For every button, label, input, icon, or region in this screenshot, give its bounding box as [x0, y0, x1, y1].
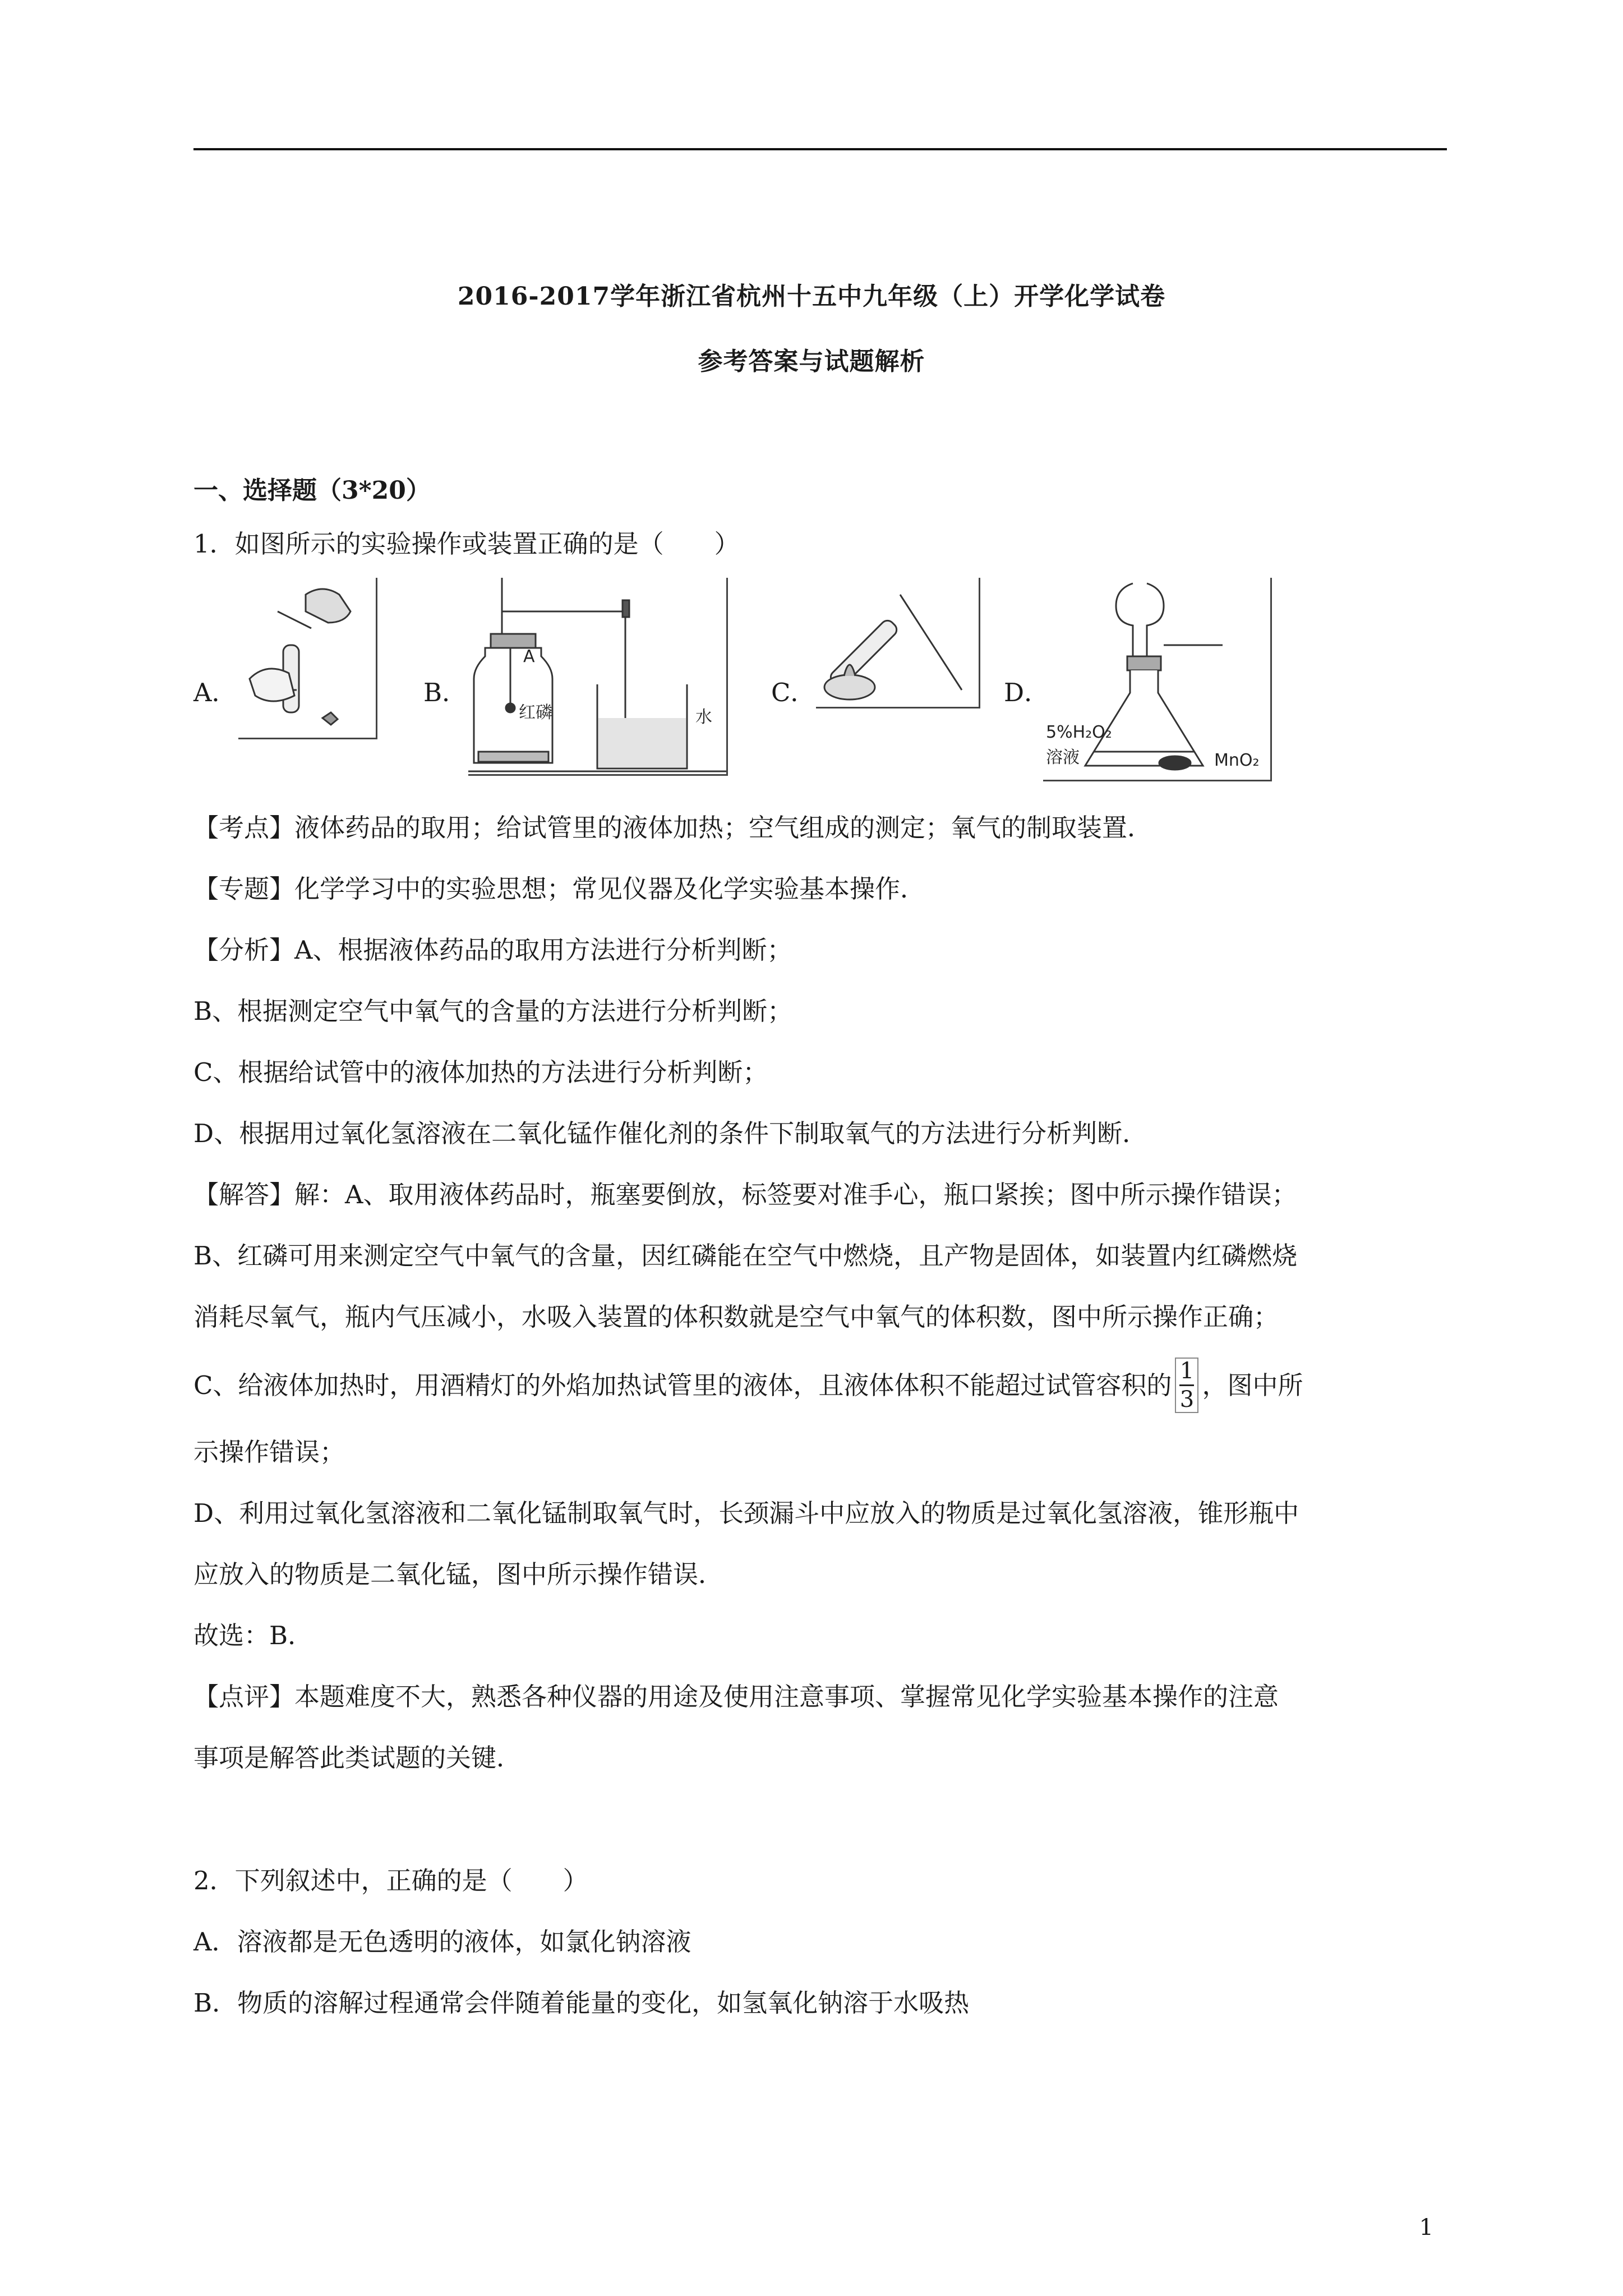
q1-jieda-2: 消耗尽氧气，瓶内气压减小，水吸入装置的体积数就是空气中氧气的体积数，图中所示操作正确；: [193, 1302, 1279, 1332]
q2-stem: 2．下列叙述中，正确的是（ ）: [193, 1866, 588, 1895]
q1-jieda-c-post: ，图中所: [1202, 1370, 1303, 1400]
q1-option-b-label: B．: [423, 678, 468, 707]
q1-jieda-0: 【解答】解：A、取用液体药品时，瓶塞要倒放，标签要对准手心，瓶口紧挨；图中所示操作错误；: [193, 1180, 1297, 1209]
q1-dianping-0: 【点评】本题难度不大，熟悉各种仪器的用途及使用注意事项、掌握常见化学实验基本操作的注意: [193, 1682, 1279, 1711]
fraction-one-third: [1175, 1358, 1198, 1413]
q2-option-a: A．溶液都是无色透明的液体，如氯化钠溶液: [193, 1927, 691, 1957]
figure-d-drawing: [1043, 578, 1270, 780]
q1-option-c-label: C．: [771, 678, 816, 707]
q1-fenxi-2: C、根据给试管中的液体加热的方法进行分析判断；: [193, 1057, 768, 1087]
figure-a-liquid-pouring: [238, 578, 377, 739]
q1-option-a-label: A．: [193, 678, 237, 707]
figure-c-heating-tube: [816, 578, 980, 708]
figure-d-h2o2-apparatus: [1043, 578, 1272, 781]
q1-fenxi-3: D、根据用过氧化氢溶液在二氧化锰作催化剂的条件下制取氧气的方法进行分析判断．: [193, 1119, 1148, 1148]
q2-option-b: B．物质的溶解过程通常会伴随着能量的变化，如氢氧化钠溶于水吸热: [193, 1988, 970, 2018]
fraction-bar: [1179, 1384, 1194, 1386]
fraction-numerator: 1: [1179, 1358, 1195, 1384]
figure-b-label-a: A: [523, 647, 535, 666]
figure-a-drawing: [238, 578, 376, 738]
q1-jieda-c-pre: C、给液体加热时，用酒精灯的外焰加热试管里的液体，且液体体积不能超过试管容积的: [193, 1370, 1172, 1400]
figure-b-phosphorus-apparatus: [468, 578, 728, 776]
page-number: 1: [1419, 2215, 1433, 2240]
figure-b-label-water: 水: [695, 707, 712, 727]
q1-stem: 1．如图所示的实验操作或装置正确的是（ ）: [193, 529, 740, 559]
q1-jieda-rest-2: 应放入的物质是二氧化锰，图中所示操作错误．: [193, 1559, 724, 1589]
q1-fenxi-1: B、根据测定空气中氧气的含量的方法进行分析判断；: [193, 996, 793, 1026]
q1-dianping-1: 事项是解答此类试题的关键．: [193, 1743, 522, 1773]
q1-kaodian: 【考点】液体药品的取用；给试管里的液体加热；空气组成的测定；氧气的制取装置．: [193, 813, 1153, 843]
header-rule: [193, 148, 1447, 150]
figure-c-drawing: [816, 578, 979, 707]
figure-d-label-solution: 溶液: [1046, 748, 1080, 767]
section-heading: 一、选择题（3*20）: [193, 476, 431, 505]
page-title: 2016-2017学年浙江省杭州十五中九年级（上）开学化学试卷: [457, 282, 1166, 311]
figure-b-drawing: [468, 578, 726, 774]
q1-jieda-1: B、红磷可用来测定空气中氧气的含量，因红磷能在空气中燃烧，且产物是固体，如装置内红磷燃烧: [193, 1241, 1298, 1271]
q1-zhuanti: 【专题】化学学习中的实验思想；常见仪器及化学实验基本操作．: [193, 874, 926, 904]
figure-b-label-phosphorus: 红磷: [519, 703, 552, 723]
fraction-denominator: 3: [1179, 1387, 1195, 1412]
figure-d-label-h2o2: 5%H₂O₂: [1046, 723, 1112, 742]
figure-d-label-mno2: MnO₂: [1214, 751, 1260, 770]
q1-jieda-rest-1: D、利用过氧化氢溶液和二氧化锰制取氧气时，长颈漏斗中应放入的物质是过氧化氢溶液，锥形瓶中: [193, 1498, 1299, 1528]
q1-answer: 故选：B．: [193, 1621, 313, 1650]
q1-jieda-rest-0: 示操作错误；: [193, 1437, 345, 1467]
q1-option-d-label: D．: [1004, 678, 1050, 707]
q1-fenxi-0: 【分析】A、根据液体药品的取用方法进行分析判断；: [193, 935, 792, 965]
q1-jieda-c-line: [193, 1358, 1303, 1413]
page-subtitle: 参考答案与试题解析: [698, 347, 925, 376]
